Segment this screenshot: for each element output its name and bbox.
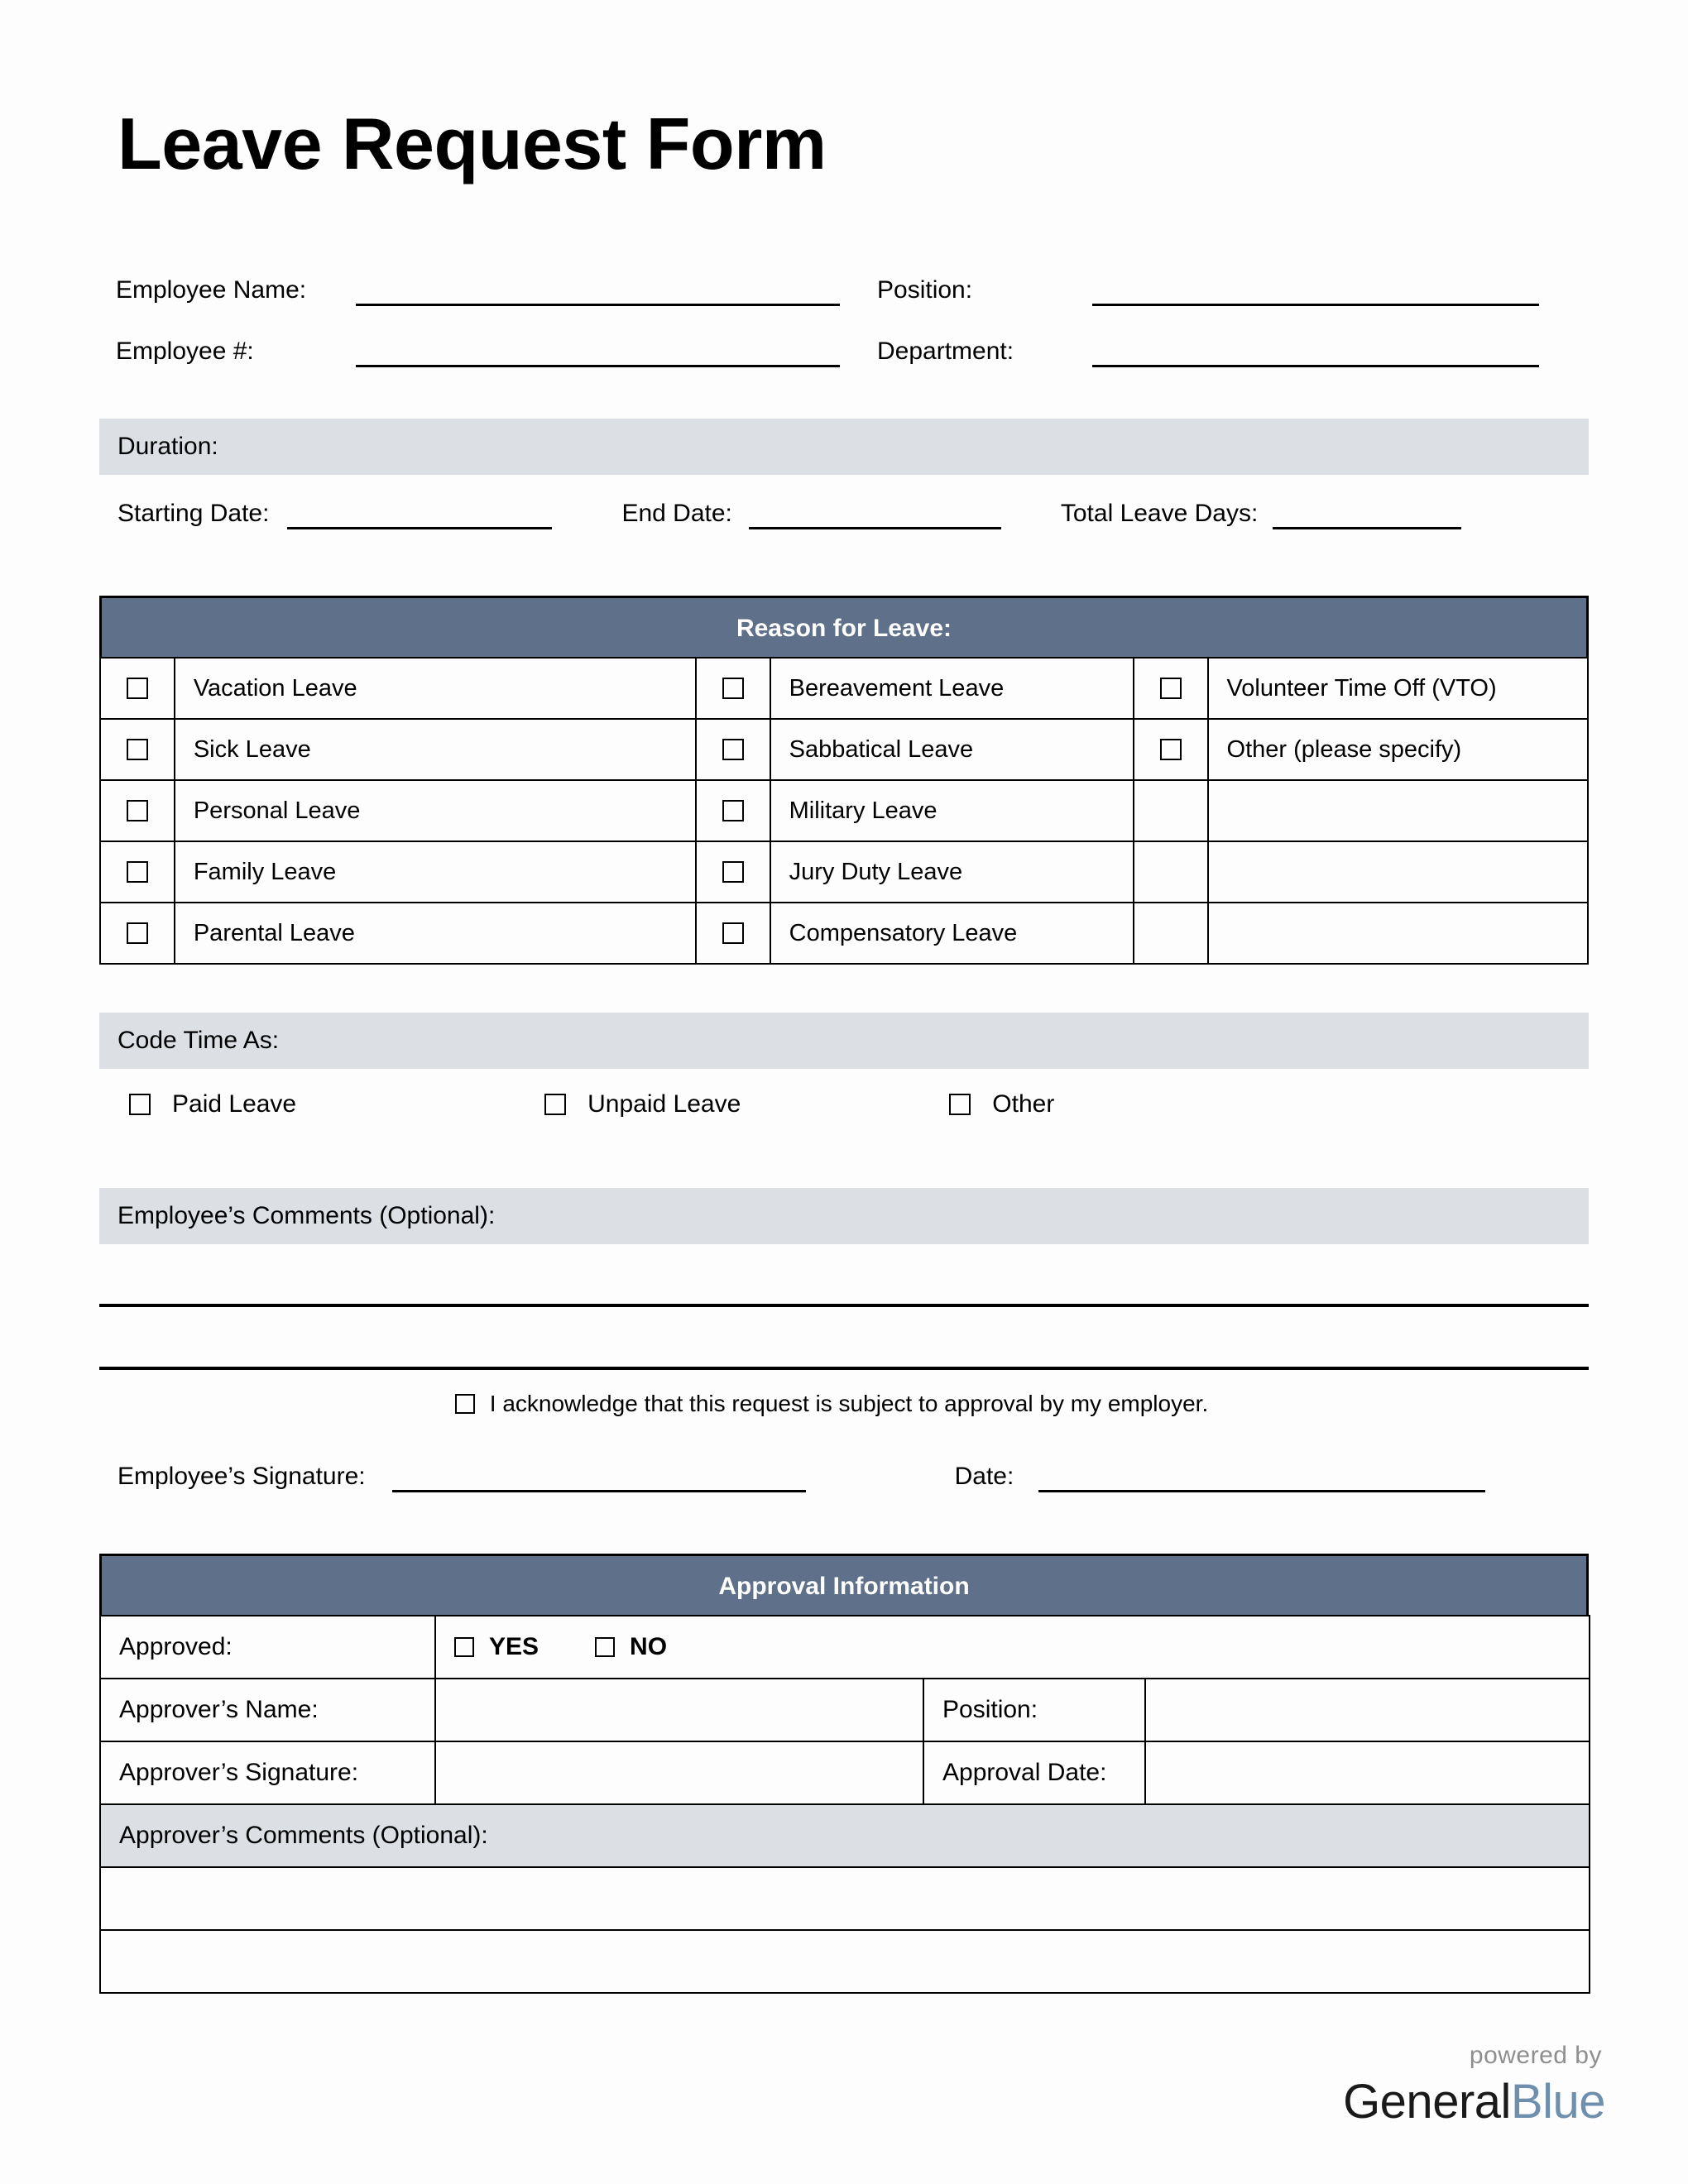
reason-checkbox-parental[interactable]	[100, 903, 175, 964]
approval-date-input[interactable]	[1145, 1741, 1590, 1804]
reason-empty-cell	[1208, 841, 1588, 903]
reason-checkbox-sabbatical[interactable]	[696, 719, 770, 780]
signature-date-label: Date:	[954, 1463, 1014, 1490]
reason-label-sabbatical: Sabbatical Leave	[770, 719, 1134, 780]
acknowledgment-text: I acknowledge that this request is subject to approval by my employer.	[489, 1391, 1209, 1416]
acknowledgment-row[interactable]	[99, 1370, 1589, 1438]
form-content	[99, 0, 1589, 1994]
approved-yesno-group	[454, 1633, 1589, 1661]
table-row	[100, 1804, 1590, 1867]
reason-label-vacation: Vacation Leave	[175, 658, 696, 719]
checkbox-icon	[722, 861, 744, 883]
checkbox-icon	[722, 800, 744, 821]
reason-for-leave-table	[99, 657, 1589, 965]
approver-name-label: Approver’s Name:	[100, 1679, 435, 1741]
reason-checkbox-vacation[interactable]	[100, 658, 175, 719]
approval-date-label: Approval Date:	[923, 1741, 1145, 1804]
reason-label-sick: Sick Leave	[175, 719, 696, 780]
end-date-label: End Date:	[621, 500, 732, 527]
employee-number-row	[116, 314, 1589, 376]
department-input[interactable]	[1092, 365, 1539, 367]
reason-for-leave-header: Reason for Leave:	[99, 596, 1589, 657]
approver-position-input[interactable]	[1145, 1679, 1590, 1741]
table-row	[100, 1930, 1590, 1993]
starting-date-label: Starting Date:	[117, 500, 270, 527]
table-row	[100, 780, 1588, 841]
reason-empty-cell	[1134, 903, 1208, 964]
reason-checkbox-military[interactable]	[696, 780, 770, 841]
employee-signature-input[interactable]	[392, 1490, 806, 1492]
approval-information-table	[99, 1615, 1590, 1994]
code-time-as-band	[99, 1013, 1589, 1069]
employee-name-row	[116, 253, 1589, 314]
employee-comments-line[interactable]	[99, 1244, 1589, 1307]
starting-date-input[interactable]	[287, 527, 552, 529]
employee-number-input[interactable]	[356, 365, 840, 367]
employee-comments-label: Employee’s Comments (Optional):	[117, 1202, 496, 1229]
checkbox-icon	[722, 678, 744, 699]
total-leave-days-label: Total Leave Days:	[1060, 500, 1259, 527]
code-option-unpaid-leave[interactable]	[544, 1090, 741, 1118]
employee-comments-band	[99, 1188, 1589, 1244]
checkbox-icon	[455, 1394, 475, 1414]
general-blue-logo	[1343, 2042, 1605, 2129]
table-row	[100, 658, 1588, 719]
brand-blue: Blue	[1510, 2075, 1605, 2129]
approver-signature-input[interactable]	[435, 1741, 923, 1804]
reason-empty-cell	[1208, 903, 1588, 964]
checkbox-icon	[949, 1094, 971, 1115]
table-row	[100, 1679, 1590, 1741]
checkbox-icon	[544, 1094, 566, 1115]
approved-no-label: NO	[630, 1633, 668, 1660]
reason-checkbox-other[interactable]	[1134, 719, 1208, 780]
reason-empty-cell	[1208, 780, 1588, 841]
approver-signature-label: Approver’s Signature:	[100, 1741, 435, 1804]
employee-signature-row	[99, 1438, 1589, 1501]
code-time-as-options-row	[99, 1069, 1589, 1140]
approved-label: Approved:	[100, 1616, 435, 1679]
approver-comments-line[interactable]	[100, 1867, 1590, 1930]
powered-by-text: powered by	[1469, 2042, 1602, 2069]
brand-name	[1343, 2075, 1605, 2129]
code-option-other[interactable]	[949, 1090, 1054, 1118]
approved-yes-label: YES	[489, 1633, 539, 1660]
page-title: Leave Request Form	[117, 103, 827, 184]
duration-fields-row	[99, 475, 1589, 539]
reason-checkbox-jury-duty[interactable]	[696, 841, 770, 903]
position-input[interactable]	[1092, 304, 1539, 306]
reason-label-compensatory: Compensatory Leave	[770, 903, 1134, 964]
checkbox-icon	[127, 800, 148, 821]
reason-label-parental: Parental Leave	[175, 903, 696, 964]
code-option-paid-leave[interactable]	[129, 1090, 296, 1118]
reason-label-bereavement: Bereavement Leave	[770, 658, 1134, 719]
reason-checkbox-bereavement[interactable]	[696, 658, 770, 719]
code-time-as-label: Code Time As:	[117, 1027, 280, 1054]
table-row	[100, 1616, 1590, 1679]
code-option-label: Paid Leave	[172, 1090, 297, 1118]
checkbox-icon	[127, 678, 148, 699]
employee-comments-line[interactable]	[99, 1307, 1589, 1370]
employee-name-input[interactable]	[356, 304, 840, 306]
employee-comments-area	[99, 1244, 1589, 1370]
checkbox-icon	[722, 739, 744, 760]
reason-checkbox-family[interactable]	[100, 841, 175, 903]
reason-label-family: Family Leave	[175, 841, 696, 903]
reason-label-personal: Personal Leave	[175, 780, 696, 841]
reason-empty-cell	[1134, 841, 1208, 903]
total-leave-days-input[interactable]	[1273, 527, 1461, 529]
approved-yesno-cell	[435, 1616, 1590, 1679]
position-label: Position:	[877, 276, 973, 304]
table-row	[100, 1741, 1590, 1804]
reason-empty-cell	[1134, 780, 1208, 841]
duration-label: Duration:	[117, 433, 218, 460]
checkbox-icon	[127, 739, 148, 760]
reason-label-military: Military Leave	[770, 780, 1134, 841]
reason-checkbox-sick[interactable]	[100, 719, 175, 780]
approver-name-input[interactable]	[435, 1679, 923, 1741]
employee-info-section	[99, 253, 1589, 376]
employee-signature-label: Employee’s Signature:	[117, 1463, 366, 1490]
employee-number-label: Employee #:	[116, 338, 254, 365]
code-option-label: Unpaid Leave	[587, 1090, 741, 1118]
checkbox-icon	[129, 1094, 151, 1115]
reason-checkbox-personal[interactable]	[100, 780, 175, 841]
approver-position-label: Position:	[923, 1679, 1145, 1741]
end-date-input[interactable]	[749, 527, 1001, 529]
table-row	[100, 903, 1588, 964]
table-row	[100, 1867, 1590, 1930]
signature-date-input[interactable]	[1038, 1490, 1485, 1492]
checkbox-icon	[722, 922, 744, 944]
reason-checkbox-compensatory[interactable]	[696, 903, 770, 964]
code-option-label: Other	[992, 1090, 1055, 1118]
approver-comments-label: Approver’s Comments (Optional):	[100, 1804, 1590, 1867]
duration-band	[99, 419, 1589, 475]
checkbox-icon	[1160, 678, 1182, 699]
reason-label-jury-duty: Jury Duty Leave	[770, 841, 1134, 903]
table-row	[100, 841, 1588, 903]
checkbox-icon-yes[interactable]	[454, 1637, 474, 1657]
reason-label-other: Other (please specify)	[1208, 719, 1588, 780]
department-label: Department:	[877, 338, 1014, 365]
checkbox-icon	[1160, 739, 1182, 760]
checkbox-icon	[127, 922, 148, 944]
table-row	[100, 719, 1588, 780]
brand-general: General	[1343, 2075, 1511, 2129]
reason-checkbox-vto[interactable]	[1134, 658, 1208, 719]
checkbox-icon	[127, 861, 148, 883]
employee-name-label: Employee Name:	[116, 276, 307, 304]
approval-information-header: Approval Information	[99, 1554, 1589, 1615]
approver-comments-line[interactable]	[100, 1930, 1590, 1993]
checkbox-icon-no[interactable]	[595, 1637, 615, 1657]
reason-label-vto: Volunteer Time Off (VTO)	[1208, 658, 1588, 719]
